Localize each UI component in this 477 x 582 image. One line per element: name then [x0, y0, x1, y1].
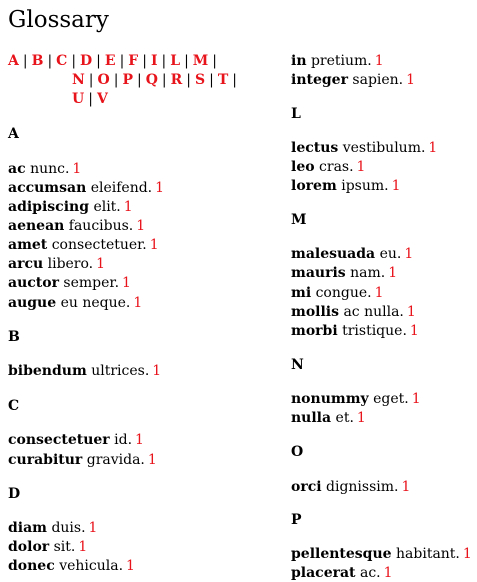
glossary-entry — [291, 545, 472, 564]
glossary-entry — [291, 264, 397, 283]
page-reference-link[interactable]: 1 — [149, 237, 159, 253]
page-reference-link[interactable]: 1 — [88, 520, 98, 536]
separator: | — [22, 53, 28, 69]
page-reference-link[interactable]: 1 — [388, 265, 398, 281]
entry-term: amet — [8, 237, 48, 253]
page-reference-link[interactable]: 1 — [391, 178, 401, 194]
letter-link-u[interactable]: U — [72, 91, 85, 107]
alphabet-line-1 — [8, 52, 278, 71]
separator: | — [232, 72, 237, 88]
entry-description: dignissim. — [326, 479, 399, 495]
glossary-entry — [8, 294, 142, 313]
glossary-entry — [8, 519, 97, 538]
page-reference-link[interactable]: 1 — [136, 218, 146, 234]
glossary-entry — [291, 303, 416, 322]
entry-description: ipsum. — [341, 178, 389, 194]
page-reference-link[interactable]: 1 — [428, 140, 438, 156]
section-heading-c: C — [8, 398, 20, 414]
entry-term: placerat — [291, 565, 356, 581]
section-heading-m: M — [291, 212, 307, 228]
page-reference-link[interactable]: 1 — [406, 72, 416, 88]
separator: | — [47, 53, 53, 69]
section-heading-o: O — [291, 444, 304, 460]
page-reference-link[interactable]: 1 — [356, 159, 366, 175]
glossary-entry — [8, 451, 157, 470]
glossary-entry — [8, 557, 135, 576]
glossary-entry — [291, 245, 413, 264]
entry-description: ac nulla. — [343, 304, 404, 320]
page-reference-link[interactable]: 1 — [462, 546, 472, 562]
entry-term: mauris — [291, 265, 346, 281]
entry-description: ultrices. — [91, 363, 150, 379]
page-reference-link[interactable]: 1 — [155, 180, 165, 196]
letter-link-d[interactable]: D — [80, 53, 93, 69]
entry-description: semper. — [63, 275, 120, 291]
letter-link-f[interactable]: F — [128, 53, 139, 69]
entry-description: consectetuer. — [51, 237, 147, 253]
page-reference-link[interactable]: 1 — [135, 432, 144, 448]
entry-description: tristique. — [342, 323, 407, 339]
letter-link-v[interactable]: V — [96, 91, 108, 107]
glossary-entry — [8, 431, 144, 450]
entry-description: nunc. — [30, 161, 70, 177]
entry-term: mi — [291, 285, 312, 301]
entry-term: ac — [8, 161, 26, 177]
entry-description: sit. — [53, 539, 76, 555]
letter-link-e[interactable]: E — [104, 53, 116, 69]
entry-term: donec — [8, 558, 55, 574]
separator: | — [212, 53, 218, 69]
separator: | — [113, 72, 119, 88]
letter-link-n[interactable]: N — [72, 72, 85, 88]
page-reference-link[interactable]: 1 — [406, 304, 416, 320]
glossary-entry — [8, 274, 131, 293]
entry-description: habitant. — [396, 546, 460, 562]
entry-description: eleifend. — [90, 180, 153, 196]
glossary-entry — [291, 52, 384, 71]
separator: | — [88, 91, 93, 107]
page-reference-link[interactable]: 1 — [123, 199, 133, 215]
entry-description: gravida. — [86, 452, 145, 468]
entry-term: adipiscing — [8, 199, 89, 215]
letter-link-l[interactable]: L — [170, 53, 181, 69]
section-heading-l: L — [291, 106, 301, 122]
entry-description: id. — [114, 432, 133, 448]
separator: | — [142, 53, 147, 69]
separator: | — [88, 72, 94, 88]
entry-term: lorem — [291, 178, 337, 194]
entry-description: sapien. — [352, 72, 404, 88]
entry-term: curabitur — [8, 452, 83, 468]
entry-description: eget. — [373, 391, 409, 407]
page-reference-link[interactable]: 1 — [356, 410, 366, 426]
entry-term: mollis — [291, 304, 339, 320]
section-heading-p: P — [291, 512, 302, 528]
entry-term: in — [291, 53, 307, 69]
entry-description: vehicula. — [59, 558, 124, 574]
entry-description: libero. — [47, 256, 94, 272]
page-title: Glossary — [8, 7, 109, 33]
entry-description: nam. — [350, 265, 386, 281]
page-reference-link[interactable]: 1 — [404, 246, 414, 262]
separator: | — [161, 53, 167, 69]
letter-link-p[interactable]: P — [122, 72, 133, 88]
entry-term: orci — [291, 479, 322, 495]
entry-term: nonummy — [291, 391, 369, 407]
entry-description: ac. — [359, 565, 381, 581]
entry-description: elit. — [93, 199, 121, 215]
entry-term: diam — [8, 520, 47, 536]
entry-term: leo — [291, 159, 315, 175]
entry-description: congue. — [315, 285, 372, 301]
page-reference-link[interactable]: 1 — [122, 275, 131, 291]
glossary-entry — [291, 139, 437, 158]
letter-link-a[interactable]: A — [8, 53, 19, 69]
entry-description: cras. — [319, 159, 354, 175]
letter-link-c[interactable]: C — [56, 53, 68, 69]
page-reference-link[interactable]: 1 — [401, 479, 411, 495]
glossary-entry — [291, 478, 410, 497]
page-reference-link[interactable]: 1 — [78, 539, 88, 555]
separator: | — [71, 53, 77, 69]
entry-description: et. — [335, 410, 354, 426]
letter-link-s[interactable]: S — [194, 72, 206, 88]
entry-term: pellentesque — [291, 546, 392, 562]
letter-link-q[interactable]: Q — [145, 72, 158, 88]
entry-term: augue — [8, 295, 57, 311]
glossary-entry — [8, 538, 87, 557]
glossary-entry — [291, 284, 384, 303]
separator: | — [119, 53, 125, 69]
section-heading-d: D — [8, 486, 21, 502]
separator: | — [186, 72, 191, 88]
letter-link-m[interactable]: M — [192, 53, 209, 69]
alphabet-index — [8, 52, 278, 109]
glossary-entry — [291, 322, 419, 341]
page-reference-link[interactable]: 1 — [147, 452, 157, 468]
separator: | — [161, 72, 167, 88]
entry-term: accumsan — [8, 180, 87, 196]
page-reference-link[interactable]: 1 — [374, 285, 384, 301]
section-heading-a: A — [8, 126, 19, 142]
glossary-entry — [8, 198, 133, 217]
page-reference-link[interactable]: 1 — [126, 558, 135, 574]
separator: | — [209, 72, 214, 88]
letter-link-r[interactable]: R — [170, 72, 183, 88]
page-reference-link[interactable]: 1 — [72, 161, 82, 177]
section-heading-b: B — [8, 329, 20, 345]
page-reference-link[interactable]: 1 — [409, 323, 419, 339]
glossary-entry — [8, 255, 105, 274]
glossary-entry — [291, 71, 415, 90]
page-reference-link[interactable]: 1 — [383, 565, 393, 581]
entry-term: auctor — [8, 275, 59, 291]
entry-description: vestibulum. — [342, 140, 426, 156]
glossary-entry — [8, 236, 159, 255]
letter-link-o[interactable]: O — [97, 72, 110, 88]
page-reference-link[interactable]: 1 — [133, 295, 143, 311]
entry-term: consectetuer — [8, 432, 110, 448]
glossary-entry — [291, 390, 421, 409]
entry-term: aenean — [8, 218, 65, 234]
entry-description: eu. — [379, 246, 402, 262]
separator: | — [184, 53, 189, 69]
page-reference-link[interactable]: 1 — [374, 53, 384, 69]
entry-description: eu neque. — [60, 295, 131, 311]
glossary-entry — [8, 362, 161, 381]
entry-description: faucibus. — [68, 218, 134, 234]
letter-link-t[interactable]: T — [217, 72, 229, 88]
entry-term: arcu — [8, 256, 44, 272]
entry-term: morbi — [291, 323, 338, 339]
alphabet-line-3 — [8, 90, 278, 109]
glossary-entry — [291, 158, 365, 177]
entry-term: dolor — [8, 539, 50, 555]
separator: | — [136, 72, 142, 88]
entry-description: pretium. — [310, 53, 372, 69]
glossary-entry — [8, 160, 81, 179]
alphabet-line-2 — [8, 71, 278, 90]
glossary-entry — [291, 409, 366, 428]
glossary-entry — [291, 177, 401, 196]
entry-term: nulla — [291, 410, 332, 426]
letter-link-i[interactable]: I — [150, 53, 158, 69]
page-reference-link[interactable]: 1 — [152, 363, 162, 379]
section-heading-n: N — [291, 357, 304, 373]
entry-description: duis. — [51, 520, 86, 536]
glossary-entry — [8, 179, 164, 198]
entry-term: malesuada — [291, 246, 376, 262]
entry-term: lectus — [291, 140, 339, 156]
page-reference-link[interactable]: 1 — [411, 391, 421, 407]
entry-term: bibendum — [8, 363, 87, 379]
glossary-entry — [291, 564, 393, 582]
separator: | — [96, 53, 101, 69]
glossary-entry — [8, 217, 145, 236]
page-reference-link[interactable]: 1 — [96, 256, 106, 272]
entry-term: integer — [291, 72, 348, 88]
letter-link-b[interactable]: B — [31, 53, 44, 69]
